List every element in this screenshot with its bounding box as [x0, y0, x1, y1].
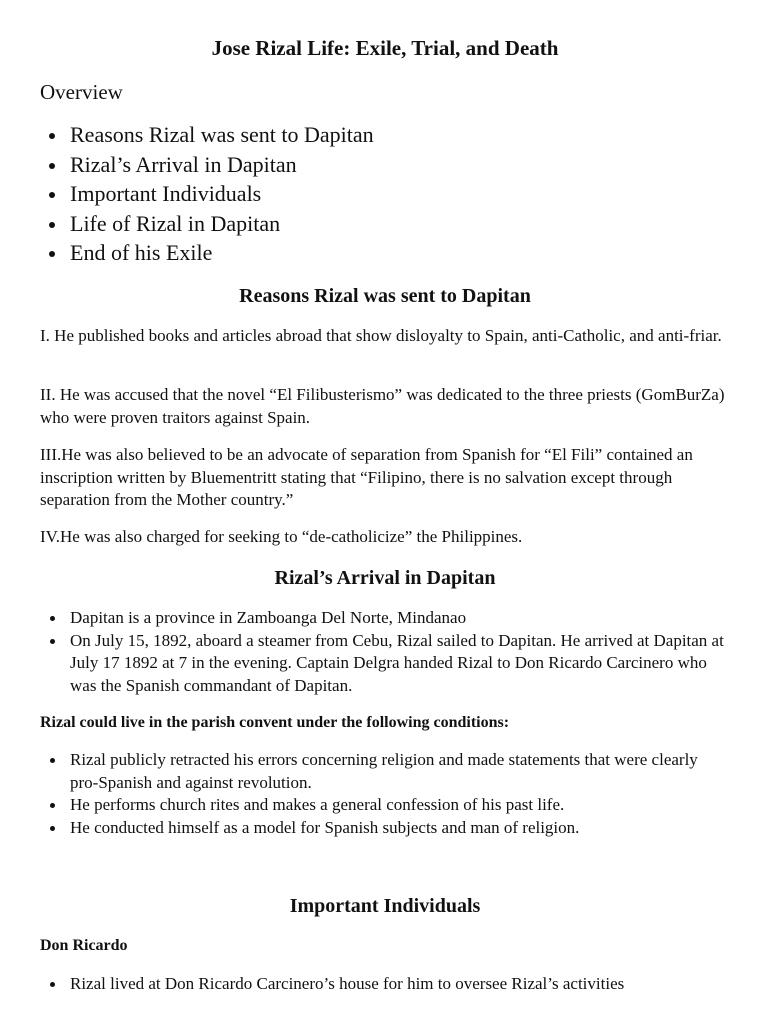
- overview-label: Overview: [40, 80, 123, 104]
- conditions-list: [40, 749, 730, 839]
- person-label: Don Ricardo: [40, 937, 128, 954]
- conditions-label: Rizal could live in the parish convent under the following conditions:: [40, 714, 510, 731]
- reason-paragraph-2: II. He was accused that the novel “El Filibusterismo” was dedicated to the three priests (GomBurZa) who were proven traitors against Spain.: [40, 385, 725, 427]
- individuals-list: [40, 973, 730, 990]
- list-item: Dapitan is a province in Zamboanga Del Norte, Mindanao: [40, 607, 730, 630]
- page-title: Jose Rizal Life: Exile, Trial, and Death: [211, 36, 559, 60]
- list-item: On July 15, 1892, aboard a steamer from Cebu, Rizal sailed to Dapitan. He arrived at Dapitan at July 17 1892 at 7 in the evening. Captain Delgra handed Rizal to Don Ricardo Carcinero who was the Spanish commandant of Dapitan.: [40, 630, 730, 698]
- reason-paragraph-3: III.He was also believed to be an advocate of separation from Spanish for “El Fili” contained an inscription written by Bluementritt stating that “Filipino, there is no salvation except through separation from the Mother country.”: [40, 445, 693, 509]
- section-heading-reasons: Reasons Rizal was sent to Dapitan: [239, 285, 531, 307]
- section-heading-arrival: Rizal’s Arrival in Dapitan: [274, 567, 496, 589]
- overview-item: End of his Exile: [40, 238, 730, 268]
- overview-item: Rizal’s Arrival in Dapitan: [40, 150, 730, 180]
- overview-list: [40, 120, 730, 268]
- reason-paragraph-4: IV.He was also charged for seeking to “de-catholicize” the Philippines.: [40, 527, 523, 546]
- list-item: Rizal lived at Don Ricardo Carcinero’s house for him to oversee Rizal’s activities: [40, 973, 730, 990]
- clipped-content: [40, 968, 730, 990]
- overview-item: Reasons Rizal was sent to Dapitan: [40, 120, 730, 150]
- reason-paragraph-1: I. He published books and articles abroad that show disloyalty to Spain, anti-Catholic, and anti-friar.: [40, 326, 722, 345]
- overview-item: Important Individuals: [40, 179, 730, 209]
- list-item: Rizal publicly retracted his errors concerning religion and made statements that were clearly pro-Spanish and against revolution.: [40, 749, 730, 794]
- list-item: He performs church rites and makes a general confession of his past life.: [40, 794, 730, 817]
- section-heading-individuals: Important Individuals: [289, 895, 481, 917]
- arrival-list: [40, 607, 730, 697]
- list-item: He conducted himself as a model for Spanish subjects and man of religion.: [40, 817, 730, 840]
- overview-item: Life of Rizal in Dapitan: [40, 209, 730, 239]
